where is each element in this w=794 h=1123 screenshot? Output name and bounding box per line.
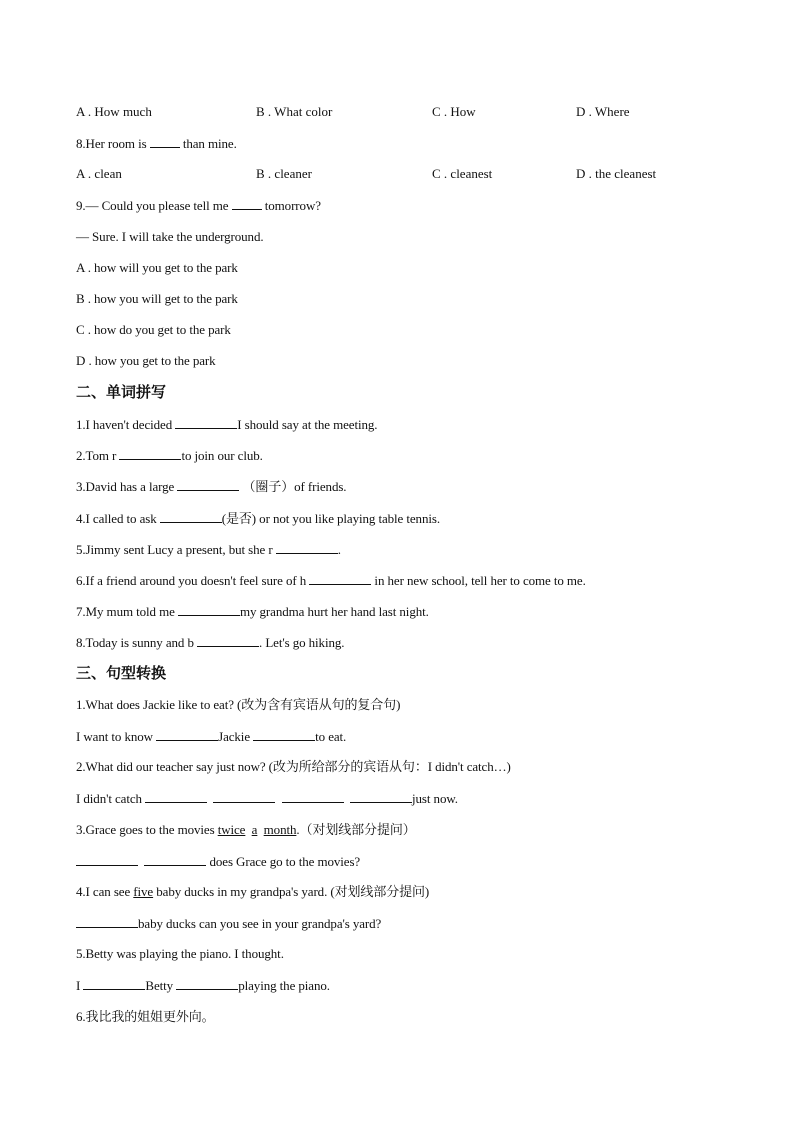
q8-text-post: than mine. (179, 136, 237, 151)
answer-blank (253, 728, 315, 741)
s2-item-2-pre: 2.Tom r (76, 448, 120, 463)
s2-item-8-pre: 8.Today is sunny and b (76, 635, 198, 650)
q8-option-c: C . cleanest (432, 166, 493, 181)
s3-q4-answer (76, 915, 381, 932)
q7-option-a: A . How much (76, 104, 152, 119)
answer-blank (119, 447, 181, 460)
s3-q5-ans-b: Betty (145, 978, 177, 993)
s3-q4-post: baby ducks in my grandpa's yard. (对划线部分提问) (153, 884, 430, 899)
q9-text-pre: 9.— Could you please tell me (76, 198, 232, 213)
s3-q5: 5.Betty was playing the piano. I thought. (76, 946, 284, 961)
answer-blank (177, 478, 239, 491)
answer-blank (76, 915, 138, 928)
answer-blank (76, 853, 138, 866)
q8-option-a: A . clean (76, 166, 122, 181)
s3-q3-underlined-2: a (251, 822, 258, 837)
s3-q2: 2.What did our teacher say just now? (改为所给部分的宾语从句：I didn't catch…) (76, 759, 511, 774)
s3-q5-ans-c: playing the piano. (238, 978, 330, 993)
s2-item-7-post: my grandma hurt her hand last night. (239, 604, 429, 619)
s2-item-8-post: . Let's go hiking. (259, 635, 345, 650)
s2-item-3 (76, 478, 346, 495)
s2-item-3-post: （圈子）of friends. (239, 479, 347, 494)
answer-blank (144, 853, 206, 866)
s2-item-6-post: in her new school, tell her to come to me. (371, 573, 586, 588)
answer-blank (350, 790, 412, 803)
answer-blank (232, 197, 262, 210)
s2-item-6-pre: 6.If a friend around you doesn't feel sure of h (76, 573, 310, 588)
s3-q4-pre: 4.I can see (76, 884, 134, 899)
q9-text-post: tomorrow? (261, 198, 321, 213)
answer-blank (83, 977, 145, 990)
answer-blank (282, 790, 344, 803)
q9-option-d: D . how you get to the park (76, 353, 216, 368)
s2-item-7-pre: 7.My mum told me (76, 604, 178, 619)
s3-q1: 1.What does Jackie like to eat? (改为含有宾语从句的复合句) (76, 697, 401, 712)
s3-q4 (76, 884, 429, 900)
q9-option-a: A . how will you get to the park (76, 260, 238, 275)
s2-item-7 (76, 603, 429, 620)
q8-text-pre: 8.Her room is (76, 136, 150, 151)
q9-question (76, 197, 321, 214)
s3-q5-answer (76, 977, 330, 994)
s3-q2-ans-b: just now. (412, 791, 458, 806)
s3-q1-answer (76, 728, 346, 745)
q8-question (76, 135, 237, 152)
s2-item-5-post: . (337, 542, 341, 557)
answer-blank (156, 728, 218, 741)
s3-q4-underlined: five (133, 884, 154, 899)
q7-option-b: B . What color (256, 104, 333, 119)
s3-q5-ans-a: I (76, 978, 84, 993)
s3-q4-ans-text: baby ducks can you see in your grandpa's yard? (138, 916, 382, 931)
answer-blank (309, 572, 371, 585)
s2-item-4-pre: 4.I called to ask (76, 511, 160, 526)
answer-blank (145, 790, 207, 803)
answer-blank (150, 135, 180, 148)
s2-item-1-pre: 1.I haven't decided (76, 417, 176, 432)
q7-option-c: C . How (432, 104, 476, 119)
s3-q1-ans-b: Jackie (218, 729, 254, 744)
answer-blank (197, 634, 259, 647)
s2-item-2-post: to join our club. (181, 448, 263, 463)
s3-q3-pre: 3.Grace goes to the movies (76, 822, 218, 837)
q7-option-d: D . Where (576, 104, 630, 119)
s2-item-4 (76, 510, 440, 527)
answer-blank (160, 510, 222, 523)
s2-item-6 (76, 572, 586, 589)
section2-title: 二、单词拼写 (76, 383, 167, 401)
q8-option-b: B . cleaner (256, 166, 312, 181)
s3-q2-answer (76, 790, 458, 807)
s2-item-5-pre: 5.Jimmy sent Lucy a present, but she r (76, 542, 276, 557)
s2-item-8 (76, 634, 344, 651)
s3-q3-underlined-1: twice (217, 822, 246, 837)
q9-option-c: C . how do you get to the park (76, 322, 231, 337)
section3-title: 三、句型转换 (76, 664, 167, 682)
answer-blank (276, 541, 338, 554)
q8-option-d: D . the cleanest (576, 166, 657, 181)
s3-q6: 6.我比我的姐姐更外向。 (76, 1009, 215, 1024)
s3-q3-ans-text: does Grace go to the movies? (209, 854, 361, 869)
answer-blank (176, 977, 238, 990)
s2-item-1 (76, 416, 377, 433)
s3-q1-ans-c: to eat. (315, 729, 347, 744)
s3-q1-ans-a: I want to know (76, 729, 157, 744)
q9-option-b: B . how you will get to the park (76, 291, 238, 306)
s2-item-5 (76, 541, 341, 558)
answer-blank (213, 790, 275, 803)
s3-q3-underlined-3: month (263, 822, 297, 837)
answer-blank (178, 603, 240, 616)
s3-q3-post: .（对划线部分提问） (296, 822, 416, 837)
s2-item-2 (76, 447, 263, 464)
s2-item-1-post: I should say at the meeting. (237, 417, 378, 432)
s3-q3-answer (76, 853, 360, 870)
s2-item-4-post: (是否) or not you like playing table tennis. (221, 511, 440, 526)
s2-item-3-pre: 3.David has a large (76, 479, 178, 494)
q9-reply: — Sure. I will take the underground. (76, 229, 264, 244)
s3-q2-ans-a: I didn't catch (76, 791, 146, 806)
answer-blank (175, 416, 237, 429)
s3-q3 (76, 822, 416, 838)
